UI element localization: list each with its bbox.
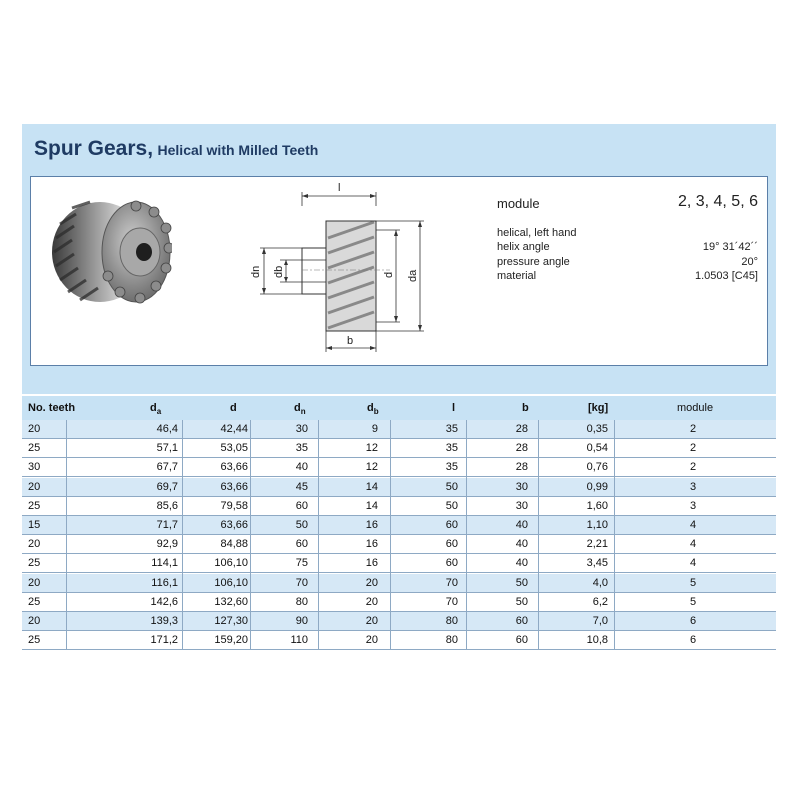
cell-db: 20 — [365, 634, 378, 647]
cell-d: 132,60 — [214, 595, 248, 608]
cell-b: 50 — [515, 576, 528, 589]
cell-dn: 110 — [290, 634, 308, 647]
material-value: 1.0503 [C45] — [695, 270, 758, 282]
label-da: da — [407, 269, 419, 282]
cell-b: 40 — [515, 557, 528, 570]
material-label: material — [497, 270, 537, 282]
cell-db: 16 — [365, 557, 378, 570]
header-db-sub: b — [373, 407, 379, 417]
cell-da: 67,7 — [156, 461, 178, 474]
cell-l: 50 — [445, 480, 458, 493]
table-row — [22, 478, 776, 497]
cell-l: 80 — [445, 615, 458, 627]
cell-dn: 30 — [295, 423, 308, 435]
cell-teeth: 30 — [28, 461, 41, 474]
cell-kg: 1,10 — [586, 519, 608, 531]
cell-d: 42,44 — [220, 423, 248, 435]
cell-module: 5 — [689, 595, 697, 608]
table-row — [22, 631, 776, 650]
helical-label: helical, left hand — [497, 227, 577, 239]
cell-db: 12 — [365, 442, 378, 455]
cell-l: 60 — [445, 519, 458, 531]
cell-da: 114,1 — [151, 557, 178, 570]
header-da-sub: a — [156, 407, 162, 417]
header-d: d — [230, 402, 237, 414]
helix-angle-label: helix angle — [497, 241, 550, 253]
cell-b: 50 — [515, 595, 528, 608]
cell-l: 35 — [445, 442, 458, 455]
helix-angle-value: 19° 31´42´´ — [702, 241, 758, 253]
cell-l: 50 — [445, 499, 458, 512]
cell-kg: 0,76 — [586, 461, 608, 474]
cell-db: 16 — [365, 519, 378, 531]
cell-dn: 75 — [295, 557, 308, 570]
cell-db: 14 — [365, 480, 378, 493]
cell-l: 80 — [445, 634, 458, 647]
cell-b: 28 — [515, 423, 528, 435]
cell-module: 2 — [689, 461, 697, 474]
table-row — [22, 574, 776, 593]
header-da — [150, 402, 161, 416]
table-row — [22, 612, 776, 631]
cell-teeth: 20 — [28, 480, 41, 493]
cell-dn: 50 — [295, 519, 308, 531]
table-row — [22, 516, 776, 535]
table-row — [22, 535, 776, 554]
header-teeth: No. teeth — [28, 402, 76, 414]
cell-d: 84,88 — [220, 538, 248, 551]
label-l: l — [338, 182, 341, 194]
cell-b: 40 — [515, 538, 528, 551]
cell-da: 85,6 — [156, 499, 178, 512]
table-row — [22, 554, 776, 573]
cell-teeth: 25 — [28, 634, 41, 647]
column-divider — [182, 420, 183, 650]
cell-dn: 80 — [295, 595, 308, 608]
cell-da: 92,9 — [156, 538, 178, 551]
cell-dn: 60 — [295, 499, 308, 512]
cell-l: 60 — [445, 557, 458, 570]
cell-d: 63,66 — [220, 461, 248, 474]
column-divider — [66, 420, 67, 650]
cell-kg: 0,54 — [586, 442, 608, 455]
header-l: l — [452, 402, 456, 414]
table-row — [22, 439, 776, 458]
cell-dn: 90 — [295, 615, 308, 627]
cell-da: 171,2 — [150, 634, 178, 647]
cell-teeth: 20 — [28, 423, 41, 435]
table-row — [22, 497, 776, 516]
cell-da: 116,1 — [151, 576, 178, 589]
cell-d: 127,30 — [214, 615, 248, 627]
cell-teeth: 25 — [28, 557, 41, 570]
column-divider — [318, 420, 319, 650]
table-row — [22, 420, 776, 439]
module-value: 2, 3, 4, 5, 6 — [677, 193, 758, 210]
cell-db: 20 — [365, 576, 378, 589]
cell-b: 40 — [515, 519, 528, 531]
cell-b: 28 — [515, 461, 528, 474]
table-header — [22, 396, 776, 420]
title-banner — [22, 124, 776, 172]
cell-teeth: 20 — [28, 615, 41, 627]
cell-kg: 1,60 — [586, 499, 608, 512]
label-b: b — [347, 335, 354, 347]
cell-l: 60 — [445, 538, 458, 551]
cell-da: 142,6 — [150, 595, 178, 608]
cell-kg: 3,45 — [586, 557, 608, 570]
cell-module: 4 — [689, 557, 697, 570]
cell-da: 139,3 — [150, 615, 178, 627]
cell-da: 69,7 — [156, 480, 178, 493]
cell-d: 159,20 — [214, 634, 248, 647]
title-sub: Helical with Milled Teeth — [157, 142, 319, 158]
cell-module: 2 — [689, 423, 697, 435]
cell-da: 71,7 — [156, 519, 178, 531]
cell-b: 28 — [515, 442, 528, 455]
cell-l: 70 — [445, 576, 458, 589]
cell-kg: 7,0 — [592, 615, 608, 627]
cell-db: 20 — [365, 615, 378, 627]
cell-dn: 70 — [295, 576, 308, 589]
cell-kg: 2,21 — [586, 538, 608, 551]
cell-d: 79,58 — [220, 499, 248, 512]
cell-kg: 0,99 — [586, 480, 608, 493]
cell-b: 60 — [515, 634, 528, 647]
gear-photo — [46, 196, 172, 306]
header-db — [367, 402, 379, 416]
cell-dn: 40 — [295, 461, 308, 474]
header-db-main: d — [367, 402, 374, 414]
cell-module: 6 — [689, 634, 697, 647]
cell-db: 20 — [365, 595, 378, 608]
module-label: module — [497, 196, 540, 211]
header-dn-main: d — [294, 402, 301, 414]
cell-module: 3 — [689, 480, 697, 493]
table-row — [22, 593, 776, 612]
header-module: module — [677, 402, 714, 414]
cell-l: 35 — [445, 461, 458, 474]
cell-d: 53,05 — [220, 442, 248, 455]
cell-l: 70 — [445, 595, 458, 608]
cell-dn: 45 — [295, 480, 308, 493]
cell-db: 14 — [365, 499, 378, 512]
cell-teeth: 25 — [28, 442, 41, 455]
cell-module: 4 — [689, 538, 697, 551]
column-divider — [250, 420, 251, 650]
pressure-angle-label: pressure angle — [497, 256, 570, 268]
cell-kg: 4,0 — [592, 576, 608, 589]
dimension-drawing — [240, 178, 450, 356]
header-kg: [kg] — [588, 402, 609, 414]
cell-d: 63,66 — [220, 519, 248, 531]
cell-module: 3 — [689, 499, 697, 512]
cell-da: 46,4 — [156, 423, 178, 435]
label-d: d — [383, 271, 395, 278]
header-da-main: d — [150, 402, 157, 414]
cell-teeth: 25 — [28, 595, 41, 608]
cell-teeth: 25 — [28, 499, 41, 512]
cell-dn: 60 — [295, 538, 308, 551]
cell-module: 4 — [689, 519, 697, 531]
cell-d: 106,10 — [214, 576, 248, 589]
cell-module: 2 — [689, 442, 697, 455]
cell-db: 9 — [371, 423, 378, 435]
header-dn — [294, 402, 306, 416]
pressure-angle-value: 20° — [741, 256, 758, 268]
cell-dn: 35 — [295, 442, 308, 455]
column-divider — [390, 420, 391, 650]
cell-b: 60 — [515, 615, 528, 627]
column-divider — [466, 420, 467, 650]
title-main: Spur Gears, — [34, 137, 154, 160]
cell-l: 35 — [445, 423, 458, 435]
table-row — [22, 458, 776, 477]
column-divider — [614, 420, 615, 650]
page-title — [34, 137, 318, 161]
header-dn-sub: n — [300, 407, 306, 417]
label-db: db — [273, 265, 285, 278]
cell-kg: 10,8 — [586, 634, 608, 647]
header-b: b — [522, 402, 529, 414]
cell-db: 12 — [365, 461, 378, 474]
column-divider — [538, 420, 539, 650]
cell-teeth: 15 — [28, 519, 41, 531]
label-dn: dn — [250, 265, 262, 278]
cell-b: 30 — [515, 499, 528, 512]
cell-d: 106,10 — [214, 557, 248, 570]
cell-db: 16 — [365, 538, 378, 551]
cell-module: 6 — [689, 615, 697, 627]
cell-teeth: 20 — [28, 576, 41, 589]
cell-b: 30 — [515, 480, 528, 493]
cell-module: 5 — [689, 576, 697, 589]
cell-da: 57,1 — [156, 442, 178, 455]
cell-kg: 0,35 — [586, 423, 608, 435]
cell-teeth: 20 — [28, 538, 41, 551]
cell-d: 63,66 — [220, 480, 248, 493]
cell-kg: 6,2 — [592, 595, 608, 608]
